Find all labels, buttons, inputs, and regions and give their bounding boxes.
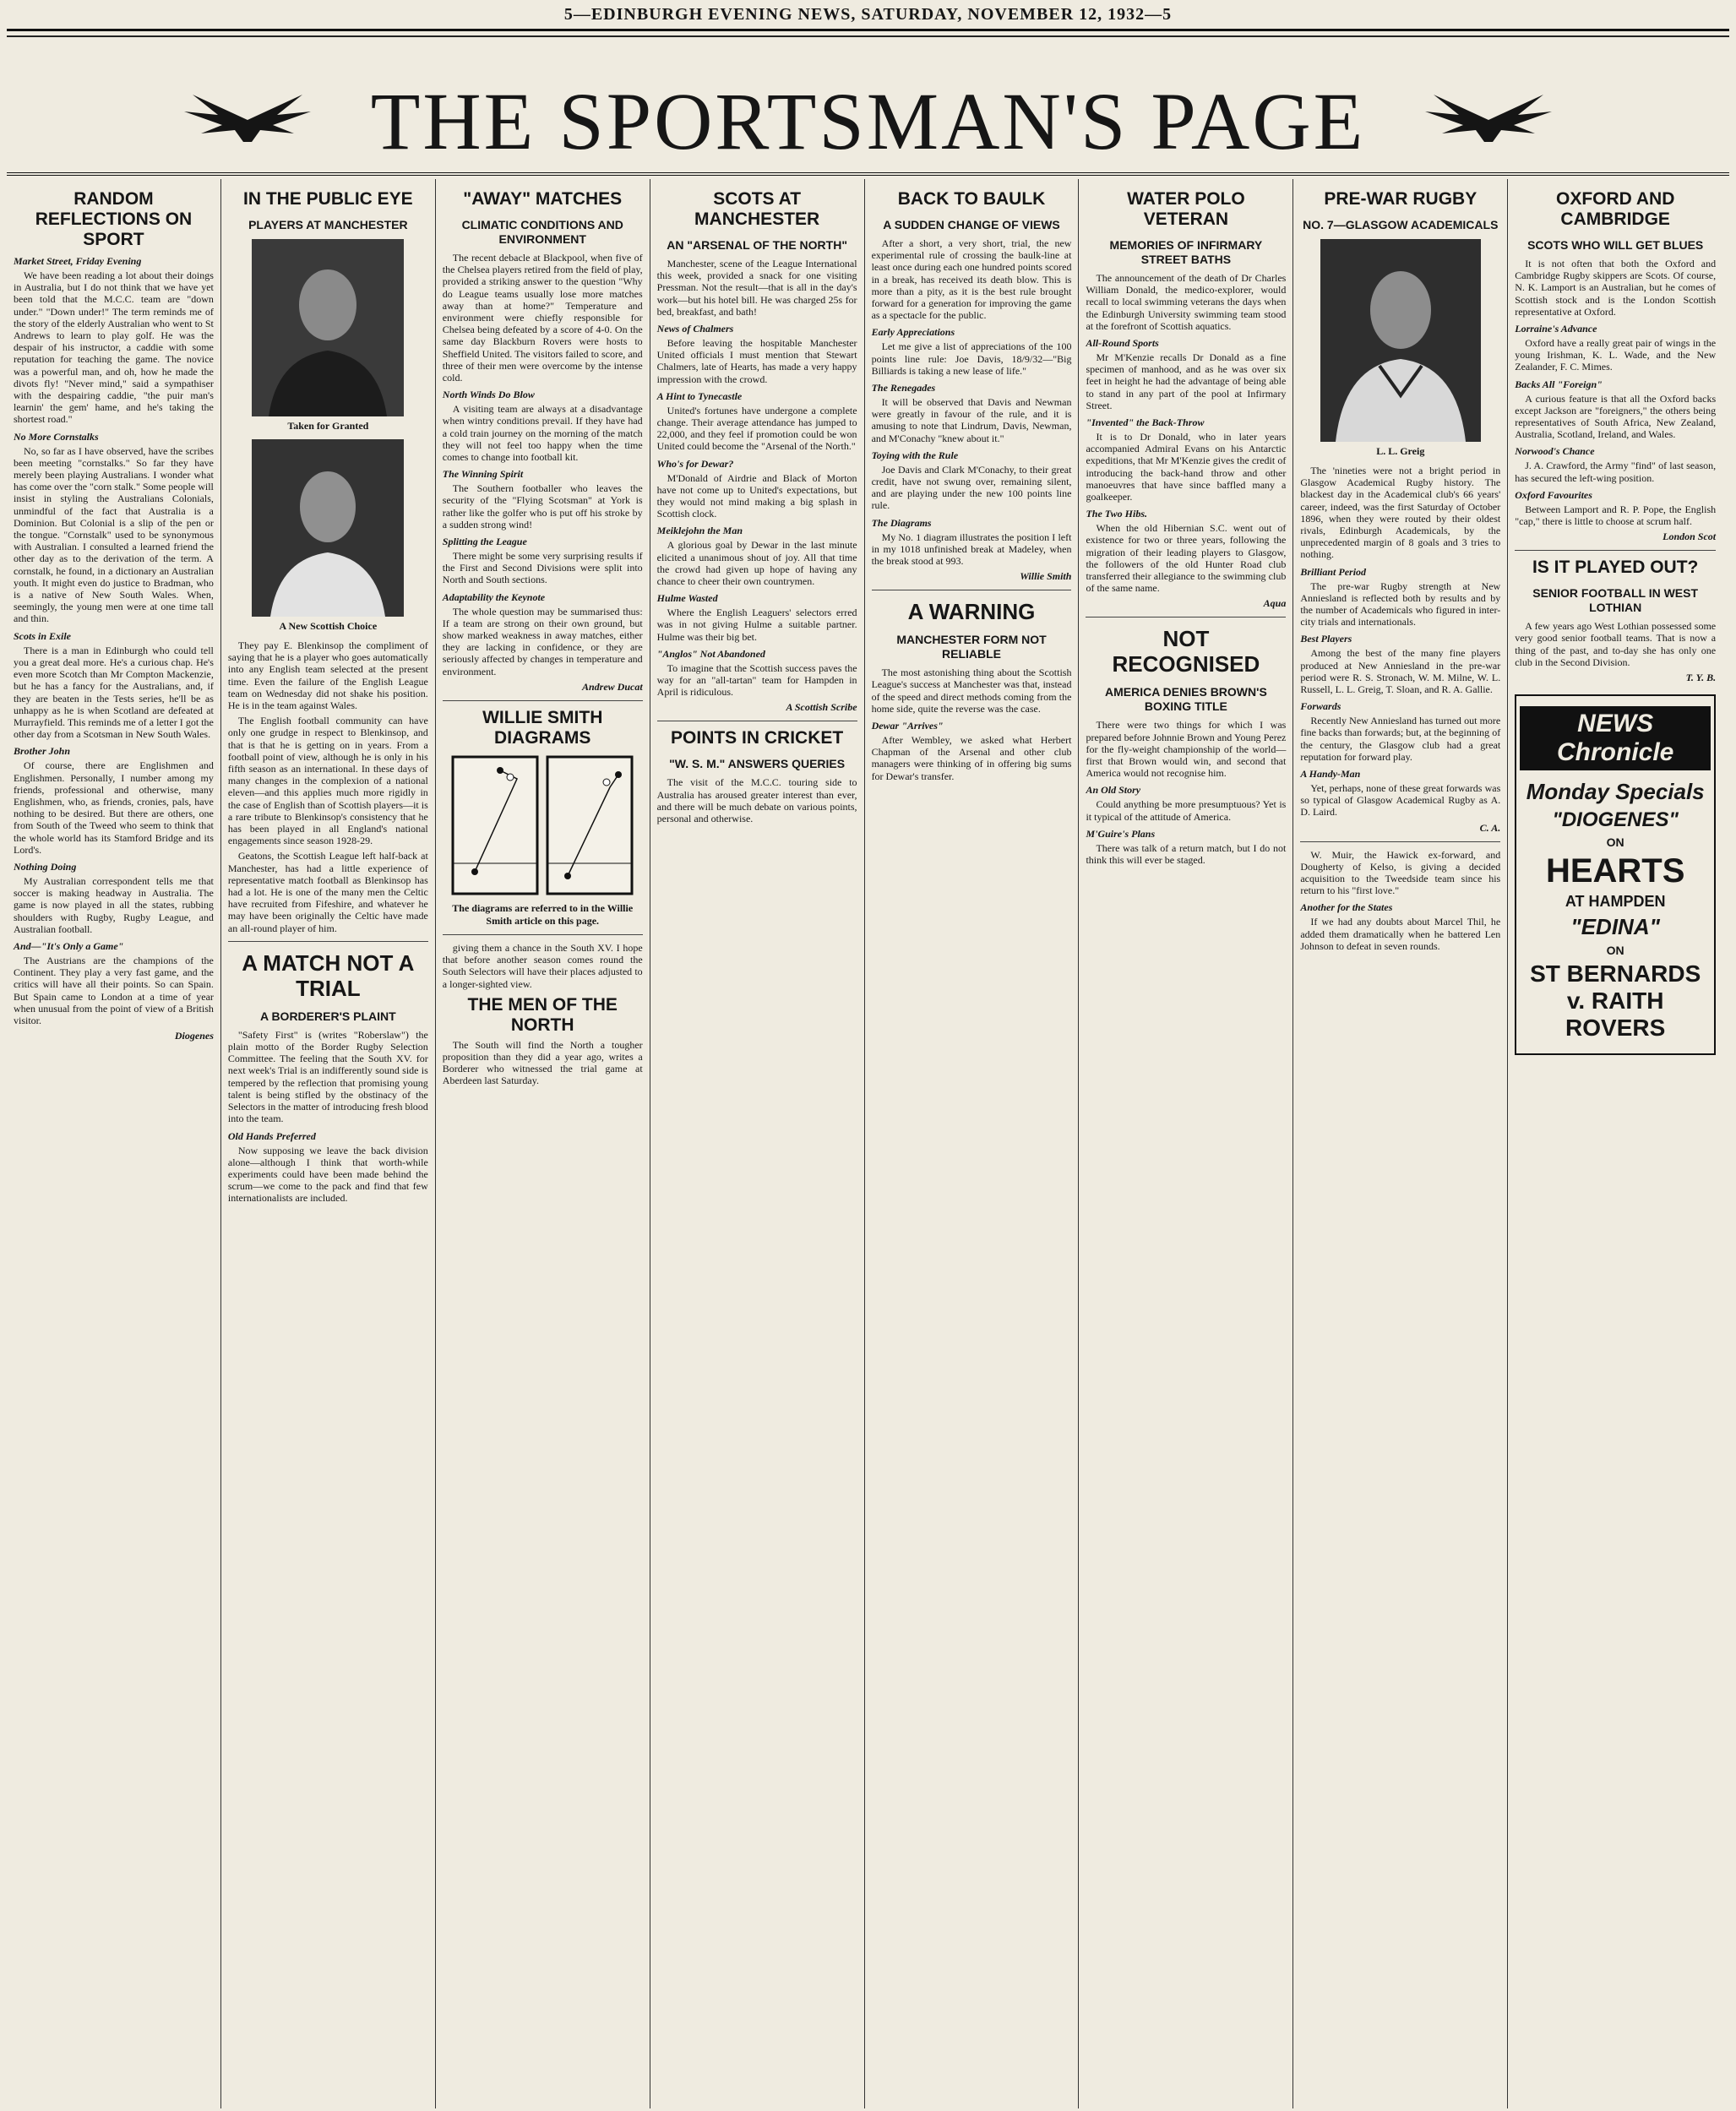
article-text: Of course, there are Englishmen and Englishmen. Personally, I number among my friends, professional and otherwise, many Englishmen, who, as friends, cronies, pals, have nothing to be desired. But there are others, one from South of the Tweed who seem to think that the whole world has its Stamford Bridge and its Lord's. (14, 759, 214, 856)
portrait-icon (1320, 239, 1481, 442)
section-heading: Who's for Dewar? (656, 457, 734, 470)
photo-greig (1320, 239, 1481, 442)
photo-caption: A New Scottish Choice (279, 620, 378, 632)
article-text: They pay E. Blenkinsop the compliment of saying that he is a player who goes automatically into any English team selected at the present time. Even the failure of the English League team on Wednesday did not shake his position. He is in the team against Wales. (227, 639, 428, 712)
photo-blenkinsop (252, 239, 404, 416)
column-headline: PRE-WAR RUGBY (1324, 189, 1478, 209)
column-oxford-cambridge (1508, 179, 1722, 2108)
section-heading: And—"It's Only a Game" (14, 939, 124, 952)
advert-line: HEARTS (1545, 852, 1685, 890)
article-text: Manchester, scene of the League International this week, provided a snack for one visiting Pressman. Not the result—that is all in the day's work—but his hotel bill. He was charged 25s for bed, breakfast, and bath! (656, 258, 857, 318)
headline-not-recognised: NOT RECOGNISED (1112, 626, 1260, 677)
article-text: Could anything be more presumptuous? Yet is it typical of the attitude of America. (1086, 798, 1287, 823)
masthead-title: THE SPORTSMAN'S PAGE (370, 76, 1366, 166)
section-heading: Splitting the League (442, 536, 527, 548)
article-text: It will be observed that Davis and Newman were greatly in favour of the rule, and it is amusing to note that Lindrum, Davis, Newman, and M'Conachy "knew about it." (871, 396, 1072, 444)
dateline-rule (7, 29, 1729, 31)
section-heading: Best Players (1300, 633, 1352, 645)
dateline: 5—EDINBURGH EVENING NEWS, SATURDAY, NOVEMBER 12, 1932—5 (563, 5, 1173, 24)
article-text: Before leaving the hospitable Manchester United officials I must mention that Stewart Chalmers, late of Hearts, has made a very happy impression with the crowd. (656, 337, 857, 385)
section-heading: News of Chalmers (656, 323, 734, 335)
column-subheadline: "W. S. M." ANSWERS QUERIES (669, 757, 846, 771)
advert-line: ST BERNARDS v. RAITH ROVERS (1530, 960, 1701, 1042)
divider (228, 941, 428, 942)
article-text: Oxford have a really great pair of wings in the young Irishman, K. L. Wade, and the New Zealander, F. C. Mimes. (1515, 337, 1717, 373)
article-text: The pre-war Rugby strength at New Anniesland is reflected both by results and by the number of Academicals who figured in inter-city trials and internationals. (1300, 579, 1501, 628)
column-subheadline: SENIOR FOOTBALL IN WEST LOTHIAN (1532, 586, 1699, 615)
article-text: The Southern footballer who leaves the security of the "Flying Scotsman" at York is rather like the golfer who is put off his stroke by a sudden strong wind! (442, 482, 643, 530)
article-text: Recently New Anniesland has turned out more fine backs than forwards; but, at the beginning of the century, the Glasgow club had a great reputation for forward play. (1300, 715, 1501, 763)
columns (7, 179, 1729, 2108)
portrait-icon (252, 439, 404, 617)
article-text: A visiting team are always at a disadvantage when wintry conditions prevail. If they have had a cold train journey on the morning of the match they will not feel too happy when the time comes to change into football kit. (442, 403, 643, 464)
section-heading: No More Cornstalks (14, 430, 99, 443)
masthead (7, 35, 1729, 176)
section-heading: Hulme Wasted (656, 592, 718, 605)
section-heading: "Anglos" Not Abandoned (656, 647, 765, 660)
section-heading: The Diagrams (871, 516, 932, 529)
article-text: Where the English Leaguers' selectors erred was in not giving Hulme a suitable partner. Hulme was their big bet. (656, 607, 857, 643)
column-headline: OXFORD AND CAMBRIDGE (1555, 189, 1675, 229)
column-headline: WATER POLO VETERAN (1127, 189, 1245, 229)
section-heading: Adaptability the Keynote (442, 590, 546, 603)
divider (1515, 550, 1716, 551)
article-text: Among the best of the many fine players produced at New Anniesland in the pre-war period were R. S. Stronach, W. M. Milne, W. L. Russell, L. L. Greig, T. Sloan, and R. A. Gallie. (1300, 647, 1501, 696)
article-text: My No. 1 diagram illustrates the position I left in my 1018 unfinished break at Madeley, when the break stood at 993. (871, 530, 1072, 568)
section-heading: Old Hands Preferred (227, 1129, 316, 1142)
article-text: It is to Dr Donald, who in later years accompanied Admiral Evans on his Antarctic expeditions, that Mr M'Kenzie gives the credit of introducing the back-hand throw and other manoeuvres that have since baffled many a goalkeeper. (1086, 431, 1287, 503)
advert-line: Monday Specials (1526, 779, 1705, 805)
section-heading: A Handy-Man (1300, 768, 1361, 781)
column-subheadline: AN "ARSENAL OF THE NORTH" (667, 238, 847, 252)
column-headline: IS IT PLAYED OUT? (1532, 558, 1699, 578)
article-text: Geatons, the Scottish League left half-back at Manchester, has had a little experience of representative match football as Blenkinsop has had a lot. He is one of the many men the Celtic have recruited from Fifeshire, and whatever he may have been originally the Celtic have made an all-round player of him. (227, 850, 428, 934)
article-text: W. Muir, the Hawick ex-forward, and Dougherty of Kelso, is giving a decided acquisition to the Tweedside team since his return to his "first love." (1300, 848, 1501, 897)
column-subheadline: CLIMATIC CONDITIONS AND ENVIRONMENT (461, 218, 623, 246)
advert-line: ON (1606, 835, 1624, 850)
section-heading: Norwood's Chance (1515, 445, 1595, 458)
section-heading: Backs All "Foreign" (1515, 378, 1603, 390)
photo-caption: Taken for Granted (287, 420, 369, 432)
article-text: The recent debacle at Blackpool, when five of the Chelsea players retired from the field of play, provided a striking answer to the question "Why do League teams usually lose more matches away than at home?" Temperature and environment were chiefly responsible for Chelsea being defeated by a score of 4-0. On the same day Blackburn Rovers were hosts to Sheffield United. The visitors failed to score, and three of their men were overcome by the intense cold. (442, 252, 643, 384)
article-text: M'Donald of Airdrie and Black of Morton have not come up to United's expectations, but they would not mind making a big splash in Scottish clock. (656, 471, 857, 520)
byline: Andrew Ducat (581, 680, 643, 693)
billiard-table-icon (449, 754, 635, 897)
column-scots-manchester (650, 179, 865, 2108)
section-heading: Brilliant Period (1300, 565, 1367, 578)
article-text: It is not often that both the Oxford and Cambridge Rugby skippers are Scots. Of course, N. K. Lamport is an Australian, but he comes of Scottish stock and is the London Scottish representative at Oxford. (1515, 258, 1717, 318)
byline: Diogenes (174, 1030, 214, 1042)
advert-line: "DIOGENES" (1552, 808, 1679, 832)
article-text: If we had any doubts about Marcel Thil, he added them dramatically when he battered Len Johnson to defeat in seven rounds. (1300, 916, 1501, 952)
byline: Willie Smith (1020, 570, 1072, 583)
article-text: Joe Davis and Clark M'Conachy, to their great credit, have not swung over, remaining silent, and are playing under the new 100 points line rule. (871, 463, 1072, 512)
section-heading: The Winning Spirit (442, 468, 524, 481)
article-text: The 'nineties were not a bright period in Glasgow Academical Rugby history. The blackest day in the Academical club's 66 years' career, indeed, was the first Saturday of October 1896, when they were routed by their oldest rivals, Edinburgh Academicals, by the unprecedented margin of 8 goals and 3 tries to nothing. (1300, 465, 1501, 561)
column-public-eye (221, 179, 436, 2108)
section-heading: Nothing Doing (14, 860, 77, 873)
article-text: There is a man in Edinburgh who could tell you a great deal more. He's a curious chap. He's even more Scotch than Mr Compton Mackenzie, but he has a fancy for the Australians, and, if they are beaten in the Tests series, he'll be as unhappy as he is when Scotland are defeated at Murrayfield. This reminds me of a letter I got the other day from a Scotsman in New South Wales. (14, 644, 214, 741)
column-subheadline: A SUDDEN CHANGE OF VIEWS (883, 218, 1060, 231)
article-text: There was talk of a return match, but I do not think this will ever be staged. (1086, 841, 1287, 867)
article-text: The Austrians are the champions of the Continent. They play a very fast game, and the critics will have all their points. So can Spain. But Spain came to London at a time of year when unusual from the point of view of a British visitor. (14, 954, 214, 1026)
divider (1300, 841, 1500, 842)
section-heading: The Two Hibs. (1086, 508, 1148, 520)
column-subheadline: MANCHESTER FORM NOT RELIABLE (896, 633, 1047, 661)
section-heading: "Invented" the Back-Throw (1086, 416, 1205, 429)
section-heading: The Renegades (871, 382, 936, 394)
byline: C. A. (1479, 821, 1501, 834)
byline: A Scottish Scribe (786, 701, 857, 714)
article-text: "Safety First" is (writes "Roberslaw") the plain motto of the Border Rugby Selection Committee. The feeling that the South XV. for next week's Trial is an indifferently sound side is tempered by the reflection that promising young talent is being stifled by the obstinacy of the Selectors in the matter of introducing fresh blood into the team. (227, 1028, 428, 1125)
column-headline: POINTS IN CRICKET (671, 728, 844, 748)
article-text: My Australian correspondent tells me that soccer is making headway in Australia. The game is now played in all the states, rubbing shoulders with Rugby, Rugby League, and Australian football. (14, 874, 214, 935)
column-random-reflections (7, 179, 221, 2108)
news-chronicle-advert (1515, 694, 1716, 1055)
headline-match-not-trial: A MATCH NOT A TRIAL (242, 949, 415, 1001)
eagle-right-icon (1425, 86, 1552, 145)
article-text: The whole question may be summarised thus: If a team are strong on their own ground, but show marked weakness in away matches, either they are lacking in confidence, or they are seriously affected by changes in temperature and environment. (442, 605, 643, 677)
column-away-matches (436, 179, 650, 2108)
advert-line: ON (1606, 944, 1624, 958)
column-subheadline: AMERICA DENIES BROWN'S BOXING TITLE (1104, 685, 1267, 714)
section-heading: Dewar "Arrives" (871, 720, 944, 732)
column-subheadline: PLAYERS AT MANCHESTER (248, 218, 408, 231)
diagrams-caption: The diagrams are referred to in the Willie Smith article on this page. (452, 901, 634, 927)
column-headline: "AWAY" MATCHES (463, 189, 623, 209)
section-heading: A Hint to Tynecastle (656, 389, 743, 402)
article-text: When the old Hibernian S.C. went out of existence for two or three years, following the migration of their leading players to Glasgow, the followers of the old Hunter Road club transferred their allegiance to the swimming club of the same name. (1086, 522, 1287, 595)
article-text: No, so far as I have observed, have the scribes been meeting "cornstalks." So far they have merely been playing Australians. I wonder what has come over the "corn stalk." Some people will insist in styling the Australians Colonials, unmindful of the fact that Australia is a Dominion. But Colonial is a slip of the pen or the tongue. "Cornstalk" used to be synonymous with Australian. I consulted a learned friend the other day as to the derivation of the term. A cornstalk, he found, in a dictionary an Australian youth. It might even do justice to Bradman, who is a native of New South Wales. When, seemingly, the young men were at one time tall and thin. (14, 444, 214, 625)
article-text: The most astonishing thing about the Scottish League's success at Manchester was that, instead of the speed and direct methods coming from the home side, quite the reverse was the case. (871, 666, 1072, 715)
divider (1086, 617, 1286, 618)
section-heading: An Old Story (1086, 784, 1141, 797)
news-chronicle-logo: NEWS Chronicle (1520, 706, 1711, 770)
article-text: Let me give a list of appreciations of the 100 points line rule: Joe Davis, 18/9/32—"Big Billiards is taking a new lease of life." (871, 340, 1072, 377)
article-text: We have been reading a lot about their doings in Australia, but I do not think that we have yet been told that the M.C.C. team are "down under." "Down under!" The term reminds me of the story of the elderly Australian who went to St Andrews to learn to play golf. He was the despair of his instructor, a caddie with some reputation for teaching the game. The novice was a powerful man, and oh, how he made the divots fly! "Never mind," said a sympathiser with the despairing caddie, "the puir man's learnin' the gem' hame, and he's taking the shortest road." (14, 269, 214, 426)
article-text: To imagine that the Scottish success paves the way for an "all-tartan" team for Hampden in April is ridiculous. (656, 661, 857, 699)
article-text: The visit of the M.C.C. touring side to Australia has aroused greater interest than ever, and there will be much debate on various points, personal and otherwise. (656, 776, 857, 825)
column-headline: BACK TO BAULK (897, 189, 1046, 209)
advert-line: "EDINA" (1570, 914, 1660, 940)
section-heading: Oxford Favourites (1515, 488, 1592, 501)
article-text: The announcement of the death of Dr Charles William Donald, the medico-explorer, would recall to local swimming veterans the days when the Edinburgh University swimming team stood at the forefront of Scottish aquatics. (1086, 272, 1287, 332)
article-text: United's fortunes have undergone a complete change. Their average attendance has jumped to 22,000, and they feel if promotion could be won United could become the "Arsenal of the North." (656, 404, 857, 453)
headline-warning: A WARNING (907, 599, 1036, 625)
photo-geatons (252, 439, 404, 617)
divider (443, 700, 643, 701)
column-water-polo (1079, 179, 1293, 2108)
section-heading: Brother John (14, 745, 71, 758)
portrait-icon (252, 239, 404, 416)
section-heading: Meiklejohn the Man (656, 525, 743, 537)
diagrams-headline: WILLIE SMITH DIAGRAMS (482, 707, 603, 748)
column-headline: THE MEN OF THE NORTH (467, 994, 618, 1035)
section-heading: North Winds Do Blow (442, 389, 535, 401)
column-subheadline: A BORDERER'S PLAINT (259, 1009, 396, 1023)
column-subheadline: NO. 7—GLASGOW ACADEMICALS (1303, 218, 1499, 231)
column-headline: RANDOM REFLECTIONS ON SPORT (35, 189, 193, 249)
column-headline: SCOTS AT MANCHESTER (694, 189, 820, 229)
article-text: The English football community can have only one grudge in respect to Blenkinsop, and that is that he is getting on in years. From a football point of view, although he is only in his fifth season as an international. In these days of many changes in the complexion of a national eleven—and this applies much more rigidly in the case of English than of Scottish players—it is a rare tribute to Blenkinsop's consistency that he has been played in all England's national engagements since season 1928-29. (227, 715, 428, 847)
section-heading: Lorraine's Advance (1515, 323, 1597, 335)
column-headline: IN THE PUBLIC EYE (242, 189, 413, 209)
divider (443, 934, 643, 935)
article-text: The South will find the North a tougher proposition than they did a year ago, writes a Borderer who witnessed the trial game at Aberdeen last Saturday. (442, 1038, 643, 1087)
byline: London Scot (1663, 530, 1717, 543)
article-text: There might be some very surprising results if the First and Second Divisions were split into North and South sections. (442, 550, 643, 586)
column-back-to-baulk (865, 179, 1080, 2108)
column-subheadline: SCOTS WHO WILL GET BLUES (1527, 238, 1704, 252)
section-heading: Early Appreciations (871, 326, 955, 339)
article-text: A curious feature is that all the Oxford backs except Jackson are "foreigners," the others being representatives of South Africa, New Zealand, Australia, Scotland, Ireland, and Wales. (1515, 392, 1717, 441)
article-text: J. A. Crawford, the Army "find" of last season, has secured the left-wing position. (1515, 460, 1717, 484)
article-text: After Wembley, we asked what Herbert Chapman of the Arsenal and other club managers were thinking of in offering big sums for Dewar's transfer. (871, 734, 1072, 782)
column-subheadline: MEMORIES OF INFIRMARY STREET BATHS (1109, 238, 1263, 266)
article-text: Between Lamport and R. P. Pope, the English "cap," there is little to choose at scrum half. (1515, 503, 1717, 528)
section-heading: M'Guire's Plans (1086, 827, 1156, 840)
article-text: Mr M'Kenzie recalls Dr Donald as a fine specimen of manhood, and as he was over six feet in height he had the advantage of being able to stand in any part of the pool at Infirmary Street. (1086, 351, 1287, 411)
article-text: A few years ago West Lothian possessed some very good senior football teams. That is now a thing of the past, and to-day she has only one club in the Second Division. (1515, 620, 1717, 668)
byline: Aqua (1263, 597, 1287, 610)
article-text: After a short, a very short, trial, the new experimental rule of crossing the baulk-line at least once during each one hundred points scored in a break, has received its death blow. This is more than a pity, as it is the best rule brought forward for a generation for improving the game as a spectacle for the public. (871, 237, 1072, 322)
advert-line: AT HAMPDEN (1565, 893, 1666, 911)
section-heading: All-Round Sports (1086, 337, 1159, 350)
section-heading: Toying with the Rule (871, 449, 959, 461)
article-text: There were two things for which I was prepared before Johnnie Brown and Young Perez for the fly-weight championship of the world—first that Brown would win, and second that America would not recognise him. (1086, 719, 1287, 780)
section-heading: Another for the States (1300, 901, 1393, 914)
photo-caption: L. L. Greig (1376, 445, 1425, 457)
byline: T. Y. B. (1685, 672, 1717, 684)
section-heading: Forwards (1300, 700, 1341, 713)
section-heading: Market Street, Friday Evening (14, 255, 142, 267)
article-text: Yet, perhaps, none of these great forwards was so typical of Glasgow Academical Rugby as A. D. Laird. (1300, 782, 1501, 819)
article-text: A glorious goal by Dewar in the last minute elicited a unanimous shout of joy. All that time the crowd had given up hope of having any chance to cheer their own countrymen. (656, 539, 857, 588)
article-text: giving them a chance in the South XV. I hope that before another season comes round the South Selectors will have their places adjusted to a longer-sighted view. (442, 941, 643, 990)
section-heading: Scots in Exile (14, 629, 72, 642)
article-text: Now supposing we leave the back division alone—although I think that worth-while experiments could have been made behind the scrum—we come to the pack and find that few internationalists are included. (227, 1144, 428, 1205)
column-pre-war-rugby (1293, 179, 1508, 2108)
billiard-diagrams (449, 754, 635, 897)
